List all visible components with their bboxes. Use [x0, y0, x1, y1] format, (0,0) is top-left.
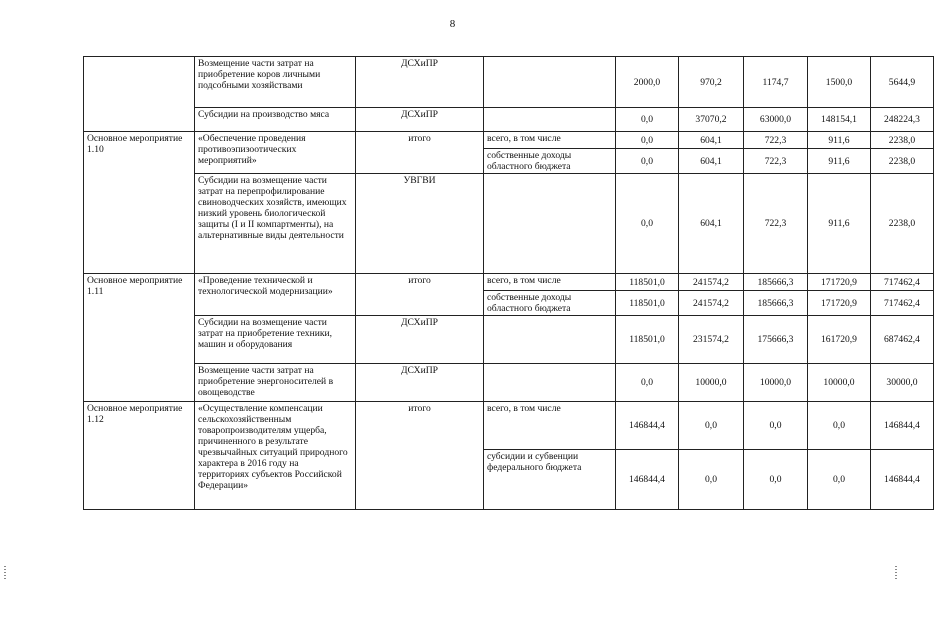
measure-cell: Субсидии на производство мяса: [195, 108, 356, 132]
measure-cell: «Обеспечение проведения противоэпизоотических мероприятий»: [195, 132, 356, 174]
value-cell: 717462,4: [871, 291, 934, 316]
table-row: [84, 316, 934, 364]
table-row: [84, 57, 934, 108]
event-cell: Основное мероприятие 1.11: [84, 274, 195, 402]
value-cell: 248224,3: [871, 108, 934, 132]
value-cell: 63000,0: [744, 108, 808, 132]
source-cell: [484, 174, 616, 274]
table-row: [84, 274, 934, 291]
value-cell: 161720,9: [808, 316, 871, 364]
value-cell: 146844,4: [616, 402, 679, 450]
table-row: [84, 132, 934, 149]
table-row: [84, 364, 934, 402]
value-cell: 911,6: [808, 132, 871, 149]
value-cell: 118501,0: [616, 316, 679, 364]
value-cell: 722,3: [744, 132, 808, 149]
value-cell: 10000,0: [808, 364, 871, 402]
value-cell: 2238,0: [871, 132, 934, 149]
value-cell: 171720,9: [808, 274, 871, 291]
value-cell: 2238,0: [871, 149, 934, 174]
source-cell: [484, 57, 616, 108]
source-cell: [484, 364, 616, 402]
value-cell: 0,0: [616, 364, 679, 402]
value-cell: 118501,0: [616, 274, 679, 291]
responsible-cell: ДСХиПР: [356, 316, 484, 364]
value-cell: 231574,2: [679, 316, 744, 364]
measure-cell: Возмещение части затрат на приобретение энергоносителей в овощеводстве: [195, 364, 356, 402]
value-cell: 241574,2: [679, 274, 744, 291]
measure-cell: Возмещение части затрат на приобретение коров личными подсобными хозяйствами: [195, 57, 356, 108]
source-cell: [484, 316, 616, 364]
value-cell: 146844,4: [871, 450, 934, 510]
value-cell: 146844,4: [871, 402, 934, 450]
measure-cell: Субсидии на возмещение части затрат на перепрофилирование свиноводческих хозяйств, имеющих низкий уровень биологической защиты (I и II компартменты), на альтернативные виды деятельности: [195, 174, 356, 274]
value-cell: 5644,9: [871, 57, 934, 108]
value-cell: 604,1: [679, 149, 744, 174]
responsible-cell: итого: [356, 402, 484, 510]
value-cell: 0,0: [744, 402, 808, 450]
value-cell: 0,0: [744, 450, 808, 510]
value-cell: 2000,0: [616, 57, 679, 108]
value-cell: 970,2: [679, 57, 744, 108]
budget-table: [83, 56, 934, 510]
responsible-cell: итого: [356, 132, 484, 174]
source-cell: субсидии и субвенции федерального бюджета: [484, 450, 616, 510]
scan-margin-mark: [4, 566, 6, 580]
source-cell: всего, в том числе: [484, 132, 616, 149]
measure-cell: «Осуществление компенсации сельскохозяйственным товаропроизводителям ущерба, причиненного в результате чрезвычайных ситуаций природного характера в 2016 году на территориях субъектов Российской Федерации»: [195, 402, 356, 510]
table-row: [84, 402, 934, 450]
value-cell: 0,0: [616, 149, 679, 174]
value-cell: 0,0: [808, 450, 871, 510]
value-cell: 0,0: [679, 402, 744, 450]
source-cell: собственные доходы областного бюджета: [484, 291, 616, 316]
responsible-cell: ДСХиПР: [356, 108, 484, 132]
value-cell: 0,0: [808, 402, 871, 450]
value-cell: 717462,4: [871, 274, 934, 291]
event-cell: Основное мероприятие 1.12: [84, 402, 195, 510]
page-number: 8: [449, 18, 456, 30]
value-cell: 1174,7: [744, 57, 808, 108]
value-cell: 0,0: [616, 108, 679, 132]
value-cell: 0,0: [679, 450, 744, 510]
event-cell: Основное мероприятие 1.10: [84, 132, 195, 274]
value-cell: 185666,3: [744, 274, 808, 291]
responsible-cell: УВГВИ: [356, 174, 484, 274]
responsible-cell: ДСХиПР: [356, 364, 484, 402]
value-cell: 722,3: [744, 149, 808, 174]
table-row: [84, 108, 934, 132]
value-cell: 604,1: [679, 132, 744, 149]
value-cell: 148154,1: [808, 108, 871, 132]
source-cell: [484, 108, 616, 132]
value-cell: 175666,3: [744, 316, 808, 364]
value-cell: 687462,4: [871, 316, 934, 364]
value-cell: 37070,2: [679, 108, 744, 132]
value-cell: 2238,0: [871, 174, 934, 274]
source-cell: всего, в том числе: [484, 274, 616, 291]
value-cell: 241574,2: [679, 291, 744, 316]
source-cell: всего, в том числе: [484, 402, 616, 450]
value-cell: 30000,0: [871, 364, 934, 402]
value-cell: 604,1: [679, 174, 744, 274]
event-cell: [84, 57, 195, 132]
source-cell: собственные доходы областного бюджета: [484, 149, 616, 174]
responsible-cell: итого: [356, 274, 484, 316]
value-cell: 146844,4: [616, 450, 679, 510]
value-cell: 911,6: [808, 149, 871, 174]
value-cell: 722,3: [744, 174, 808, 274]
value-cell: 10000,0: [744, 364, 808, 402]
scan-margin-mark: [895, 566, 897, 580]
value-cell: 185666,3: [744, 291, 808, 316]
value-cell: 0,0: [616, 132, 679, 149]
value-cell: 1500,0: [808, 57, 871, 108]
value-cell: 118501,0: [616, 291, 679, 316]
measure-cell: «Проведение технической и технологической модернизации»: [195, 274, 356, 316]
responsible-cell: ДСХиПР: [356, 57, 484, 108]
value-cell: 0,0: [616, 174, 679, 274]
value-cell: 171720,9: [808, 291, 871, 316]
table-row: [84, 174, 934, 274]
value-cell: 911,6: [808, 174, 871, 274]
measure-cell: Субсидии на возмещение части затрат на приобретение техники, машин и оборудования: [195, 316, 356, 364]
value-cell: 10000,0: [679, 364, 744, 402]
